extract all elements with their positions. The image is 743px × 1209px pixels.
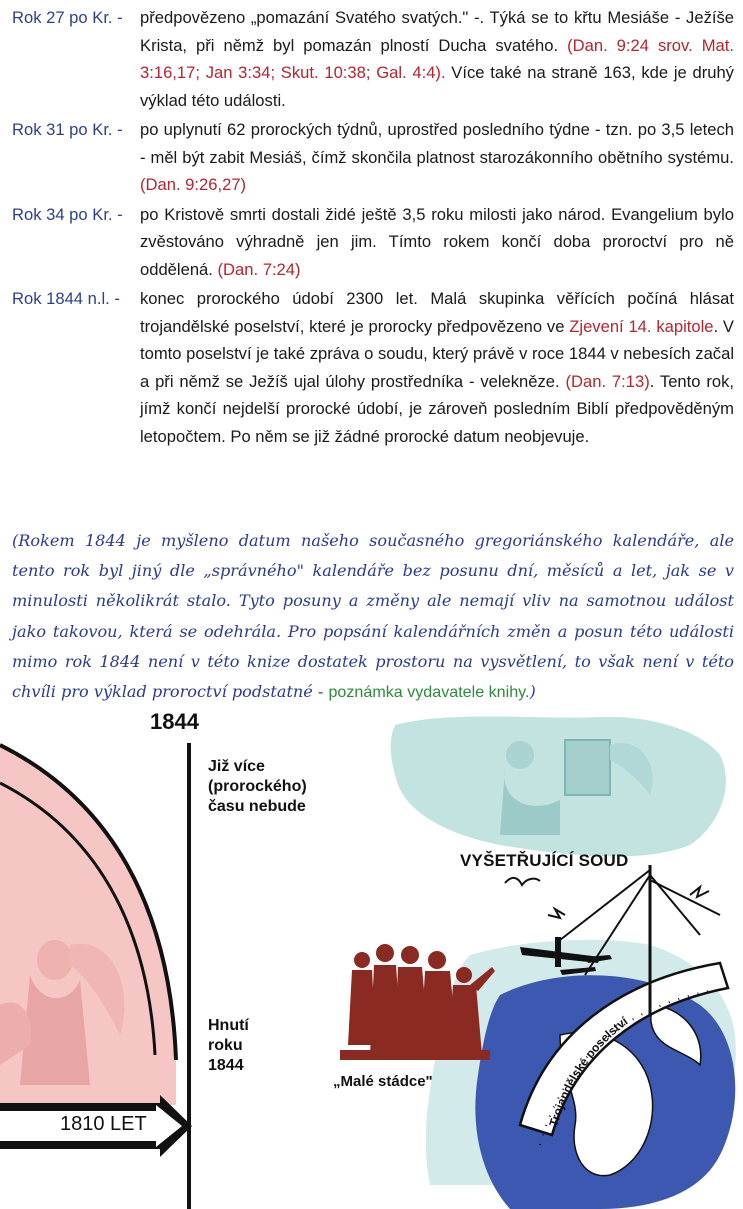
no-more-time-label: Již více (prorockého) času nebude [208,758,307,815]
entry-31 [12,116,734,199]
entry-year: Rok 1844 n.l. - [12,289,120,308]
entry-27 [12,4,734,114]
entry-1844 [12,285,734,450]
entry-year: Rok 31 po Kr. - [12,120,123,139]
entry-year: Rok 34 po Kr. - [12,204,123,224]
prophecy-figure [0,705,743,1209]
band-text-layer [0,705,743,1209]
bible-reference: (Dan. 9:24 srov. Mat. 3:16,17; Jan 3:34; Skut. 10:38; Gal. 4:4). [140,35,734,82]
entry-text: po uplynutí 62 prorockých týdnů, uprostřed posledního týdne - tzn. po 3,5 letech - měl být zabit Mesiáš, čímž skončila platnost starozákonního obětního systému. (Dan. 9:26,27) [140,120,734,194]
three-angels-message-label: Trojandělské poselství [546,1014,631,1129]
period-1810-years-label: 1810 LET [60,1113,147,1135]
entry-year: Rok 27 po Kr. - [12,8,123,27]
chronology-list [12,4,734,452]
bible-reference: Zjevení 14. kapitole [569,316,714,336]
entry-text: předpovězeno „pomazání Svatého svatých." -. Týká se to křtu Mesiáše - Ježíše Krista, při němž byl pomazán plností Ducha svatého. (Dan. 9:24 srov. Mat. 3:16,17; Jan 3:34; Skut. 10:38; Gal. 4:4). Více také na straně 163, kde je druhý výklad této události. [140,8,734,110]
entry-34 [12,201,734,284]
movement-1844-label: Hnutí roku 1844 [208,1017,249,1074]
entry-text: po Kristově smrti dostali židé ještě 3,5 roku milosti jako národ. Evangelium bylo zvěstováno výhradně jen jim. Tímto rokem končí doba proroctví pro ně oddělená. (Dan. 7:24) [140,204,734,279]
editor-note: (Rokem 1844 je myšleno datum našeho současného gregoriánského kalendáře, ale tento rok byl jiný dle „správného" kalendáře bez posunu dní, měsíců a let, jak se v minulosti několikrát stalo. Tyto posuny a změny ale nemají vliv na samotnou událost jako takovou, která se odehrála. Pro popsání kalendářních změn a posun této události mimo rok 1844 není v této knize dostatek prostoru na vysvětlení, to však není v této chvíli pro výklad proroctví podstatné - poznámka vydavatele knihy.) [12,531,734,702]
little-flock-label: „Malé stádce" [333,1073,433,1090]
investigative-judgment-label: VYŠETŘUJÍCÍ SOUD [460,851,629,870]
bible-reference: (Dan. 7:24) [217,259,301,279]
entry-text: konec prorockého údobí 2300 let. Malá skupinka věřících počíná hlásat trojandělské poselství, které je prorocky předpovězeno ve Zjevení 14. kapitole. V tomto poselství je také zpráva o soudu, který právě v roce 1844 v nebesích začal a při němž se Ježíš ujal úlohy prostředníka - velekněze. (Dan. 7:13). Tento rok, jímž končí nejdelší prorocké údobí, je zároveň posledním Biblí předpověděným letopočtem. Po něm se již žádné prorocké datum neobjevuje. [140,289,735,446]
bible-reference: (Dan. 9:26,27) [140,175,247,194]
bible-reference: (Dan. 7:13) [565,371,650,391]
year-1844-label: 1844 [150,709,199,734]
editor-credit: poznámka vydavatele knihy. [328,683,530,702]
